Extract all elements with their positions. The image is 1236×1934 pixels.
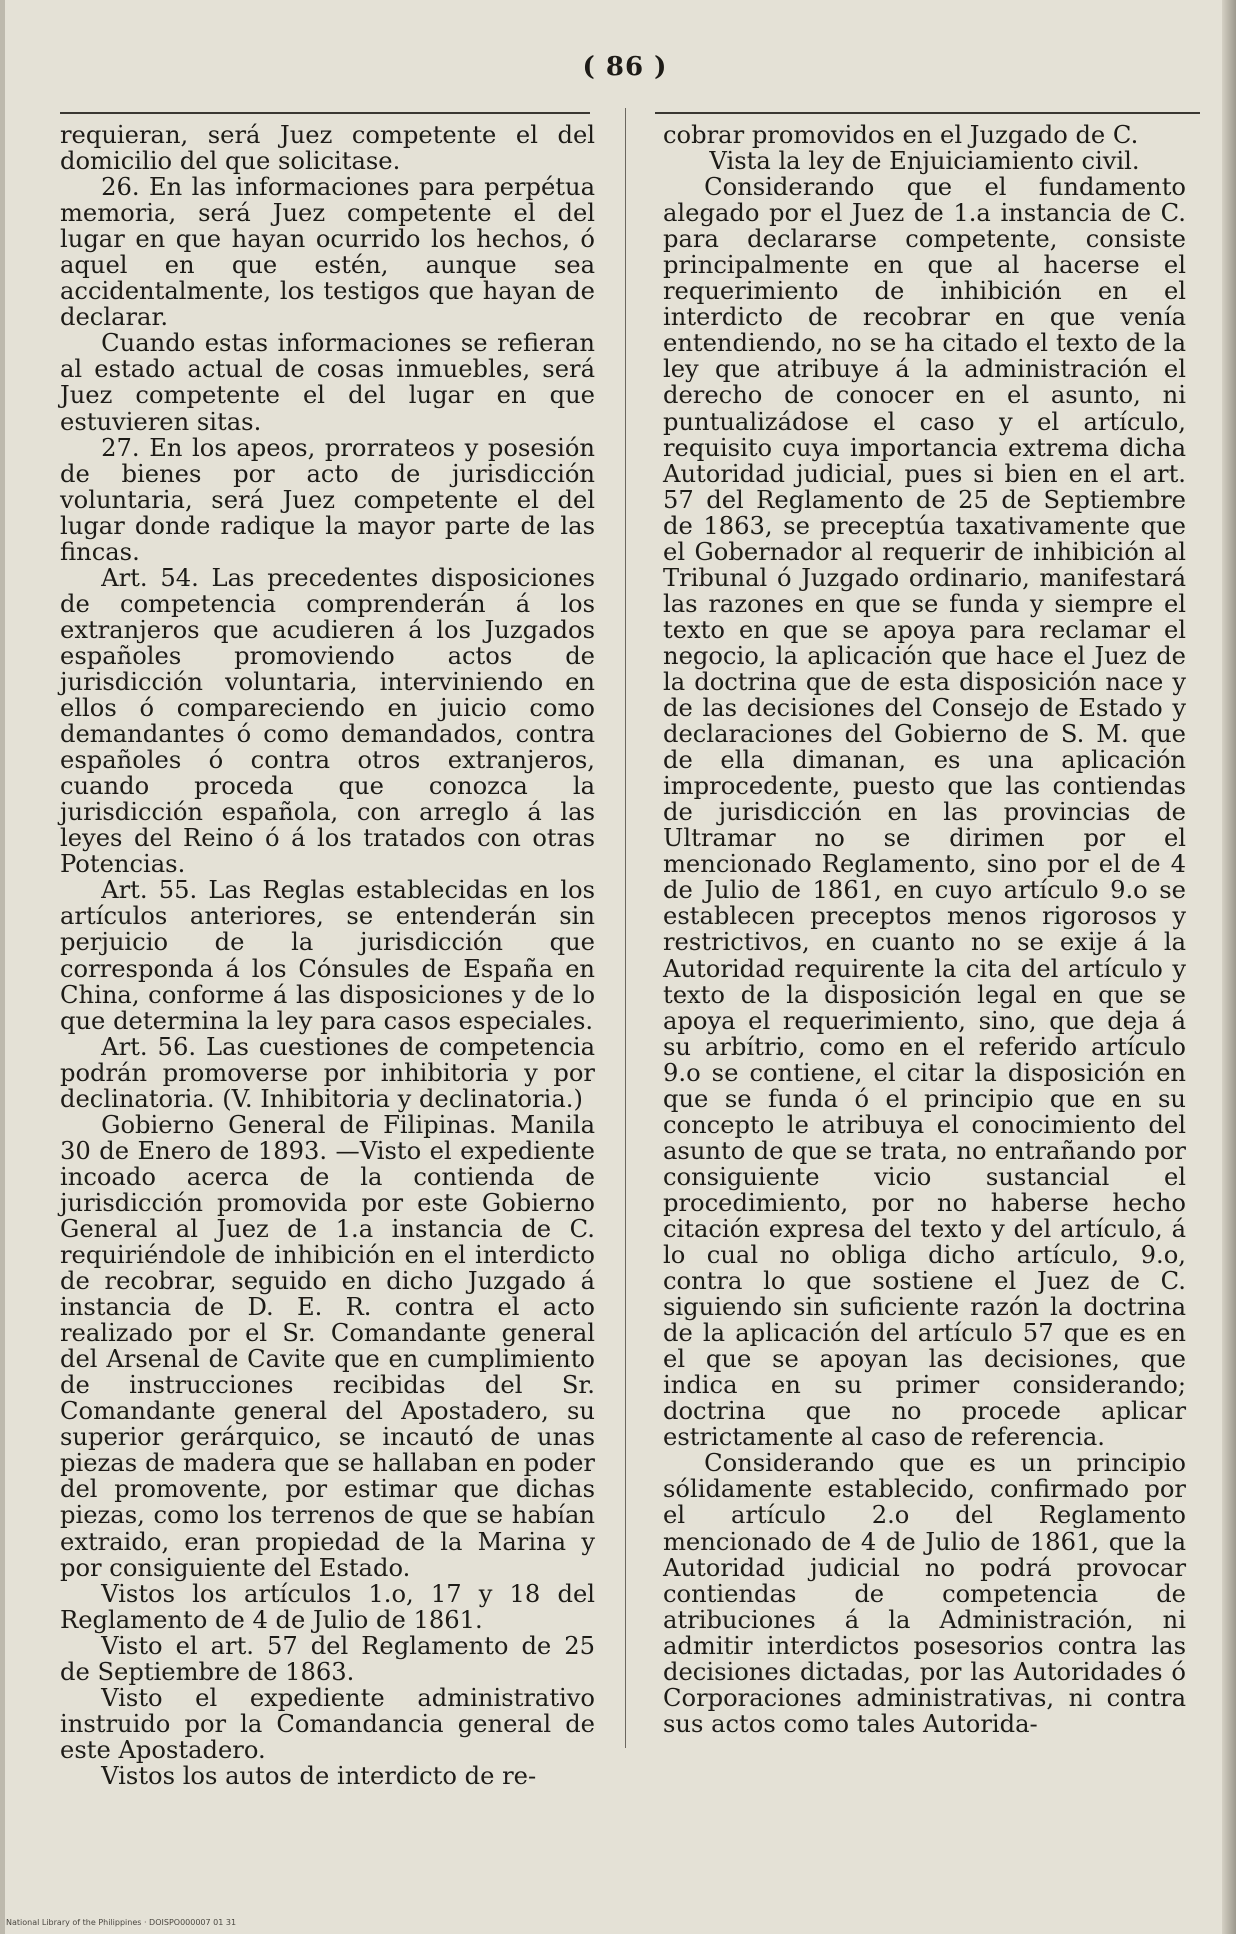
header-rule-left xyxy=(60,112,590,114)
paragraph: Considerando que el fundamento alegado por el Juez de 1.a instancia de C. para declararse competente, consiste principalmente en que al hacerse el requerimiento de inhibición en el interdicto de recobrar en que venía entendiendo, no se ha citado el texto de la ley que atribuye á la administración el derecho de conocer en el asunto, ni puntualizádose el caso y el artículo, requisito cuya importancia extrema dicha Autoridad judicial, pues si bien en el art. 57 del Reglamento de 25 de Septiembre de 1863, se preceptúa taxativamente que el Gobernador al requerir de inhibición al Tribunal ó Juzgado ordinario, manifestará las razones en que se funda y siempre el texto en que se apoya para reclamar el negocio, la aplicación que hace el Juez de la doctrina que de esta disposición nace y de las decisiones del Consejo de Estado y declaraciones del Gobierno de S. M. que de ella dimanan, es una aplicación improcedente, puesto que las contiendas de jurisdicción en las provincias de Ultramar no se dirimen por el mencionado Reglamento, sino por el de 4 de Julio de 1861, en cuyo artículo 9.o se establecen preceptos menos rigorosos y restrictivos, en cuanto no se exije á la Autoridad requirente la cita del artículo y texto de la disposición legal en que se apoya el requerimiento, sino, que deja á su arbítrio, como en el referido artículo 9.o se contiene, el citar la disposición en que se funda ó el principio que en su concepto le atribuya el conocimiento del asunto de que se trata, no entrañando por consiguiente vicio sustancial el procedimiento, por no haberse hecho citación expresa del texto y del artículo, á lo cual no obliga dicho artículo, 9.o, contra lo que sostiene el Juez de C. siguiendo sin suficiente razón la doctrina de la aplicación del artículo 57 que es en el que se apoyan las decisiones, que indica en su primer considerando; doctrina que no procede aplicar estrictamente al caso de referencia. xyxy=(663,173,1186,1452)
paragraph: Visto el expediente administrativo instruido por la Comandancia general de este Apostadero. xyxy=(60,1683,595,1764)
page-right-edge xyxy=(1222,0,1236,1934)
paragraph: requieran, será Juez competente el del domicilio del que solicitase. xyxy=(60,121,595,176)
paragraph: Vistos los autos de interdicto de re- xyxy=(101,1761,537,1790)
paragraph: Cuando estas informaciones se refieran al estado actual de cosas inmuebles, será Juez competente el del lugar en que estuvieren sitas. xyxy=(60,329,595,436)
header-rule-right xyxy=(655,112,1200,114)
paragraph: Art. 55. Las Reglas establecidas en los artículos anteriores, se entenderán sin perjuicio de la jurisdicción que corresponda á los Cónsules de España en China, conforme á las disposiciones y de lo que determina la ley para casos especiales. xyxy=(60,876,595,1035)
paragraph: Visto el art. 57 del Reglamento de 25 de Septiembre de 1863. xyxy=(60,1631,595,1686)
left-column xyxy=(60,122,595,1789)
paragraph: 27. En los apeos, prorrateos y posesión de bienes por acto de jurisdicción voluntaria, será Juez competente el del lugar donde radique la mayor parte de las fincas. xyxy=(60,433,595,566)
paragraph: 26. En las informaciones para perpétua memoria, será Juez competente el del lugar en que hayan ocurrido los hechos, ó aquel en que estén, aunque sea accidentalmente, los testigos que hayan de declarar. xyxy=(60,173,595,332)
right-column xyxy=(663,122,1186,1737)
paragraph: Art. 56. Las cuestiones de competencia podrán promoverse por inhibitoria y por declinatoria. (V. Inhibitoria y declinatoria.) xyxy=(60,1032,595,1113)
footer-credit: National Library of the Philippines · DOISPO000007 01 31 xyxy=(6,1918,237,1927)
page-number: ( 86 ) xyxy=(582,52,668,82)
paragraph: Vistos los artículos 1.o, 17 y 18 del Reglamento de 4 de Julio de 1861. xyxy=(60,1579,595,1634)
page-left-edge xyxy=(0,0,5,1934)
paragraph: cobrar promovidos en el Juzgado de C. xyxy=(663,121,1139,149)
column-separator xyxy=(625,108,626,1748)
paragraph: Gobierno General de Filipinas. Manila 30 de Enero de 1893. —Visto el expediente incoado acerca de la contienda de jurisdicción promovida por este Gobierno General al Juez de 1.a instancia de C. requiriéndole de inhibición en el interdicto de recobrar, seguido en dicho Juzgado á instancia de D. E. R. contra el acto realizado por el Sr. Comandante general del Arsenal de Cavite que en cumplimiento de instrucciones recibidas del Sr. Comandante general del Apostadero, su superior gerárquico, se incautó de unas piezas de madera que se hallaban en poder del promovente, por estimar que dichas piezas, como los terrenos de que se habían extraido, eran propiedad de la Marina y por consiguiente del Estado. xyxy=(60,1110,595,1582)
paragraph: Considerando que es un principio sólidamente establecido, confirmado por el artículo 2.o del Reglamento mencionado de 4 de Julio de 1861, que la Autoridad judicial no podrá provocar contiendas de competencia de atribuciones á la Administración, ni admitir interdictos posesorios contra las decisiones dictadas, por las Autoridades ó Corporaciones administrativas, ni contra sus actos como tales Autorida- xyxy=(663,1449,1186,1738)
paragraph: Vista la ley de Enjuiciamiento civil. xyxy=(709,147,1140,176)
paragraph: Art. 54. Las precedentes disposiciones de competencia comprenderán á los extranjeros que acudieren á los Juzgados españoles promoviendo actos de jurisdicción voluntaria, interviniendo en ellos ó compareciendo en juicio como demandantes ó como demandados, contra españoles ó contra otros extranjeros, cuando proceda que conozca la jurisdicción española, con arreglo á las leyes del Reino ó á los tratados con otras Potencias. xyxy=(60,563,595,879)
